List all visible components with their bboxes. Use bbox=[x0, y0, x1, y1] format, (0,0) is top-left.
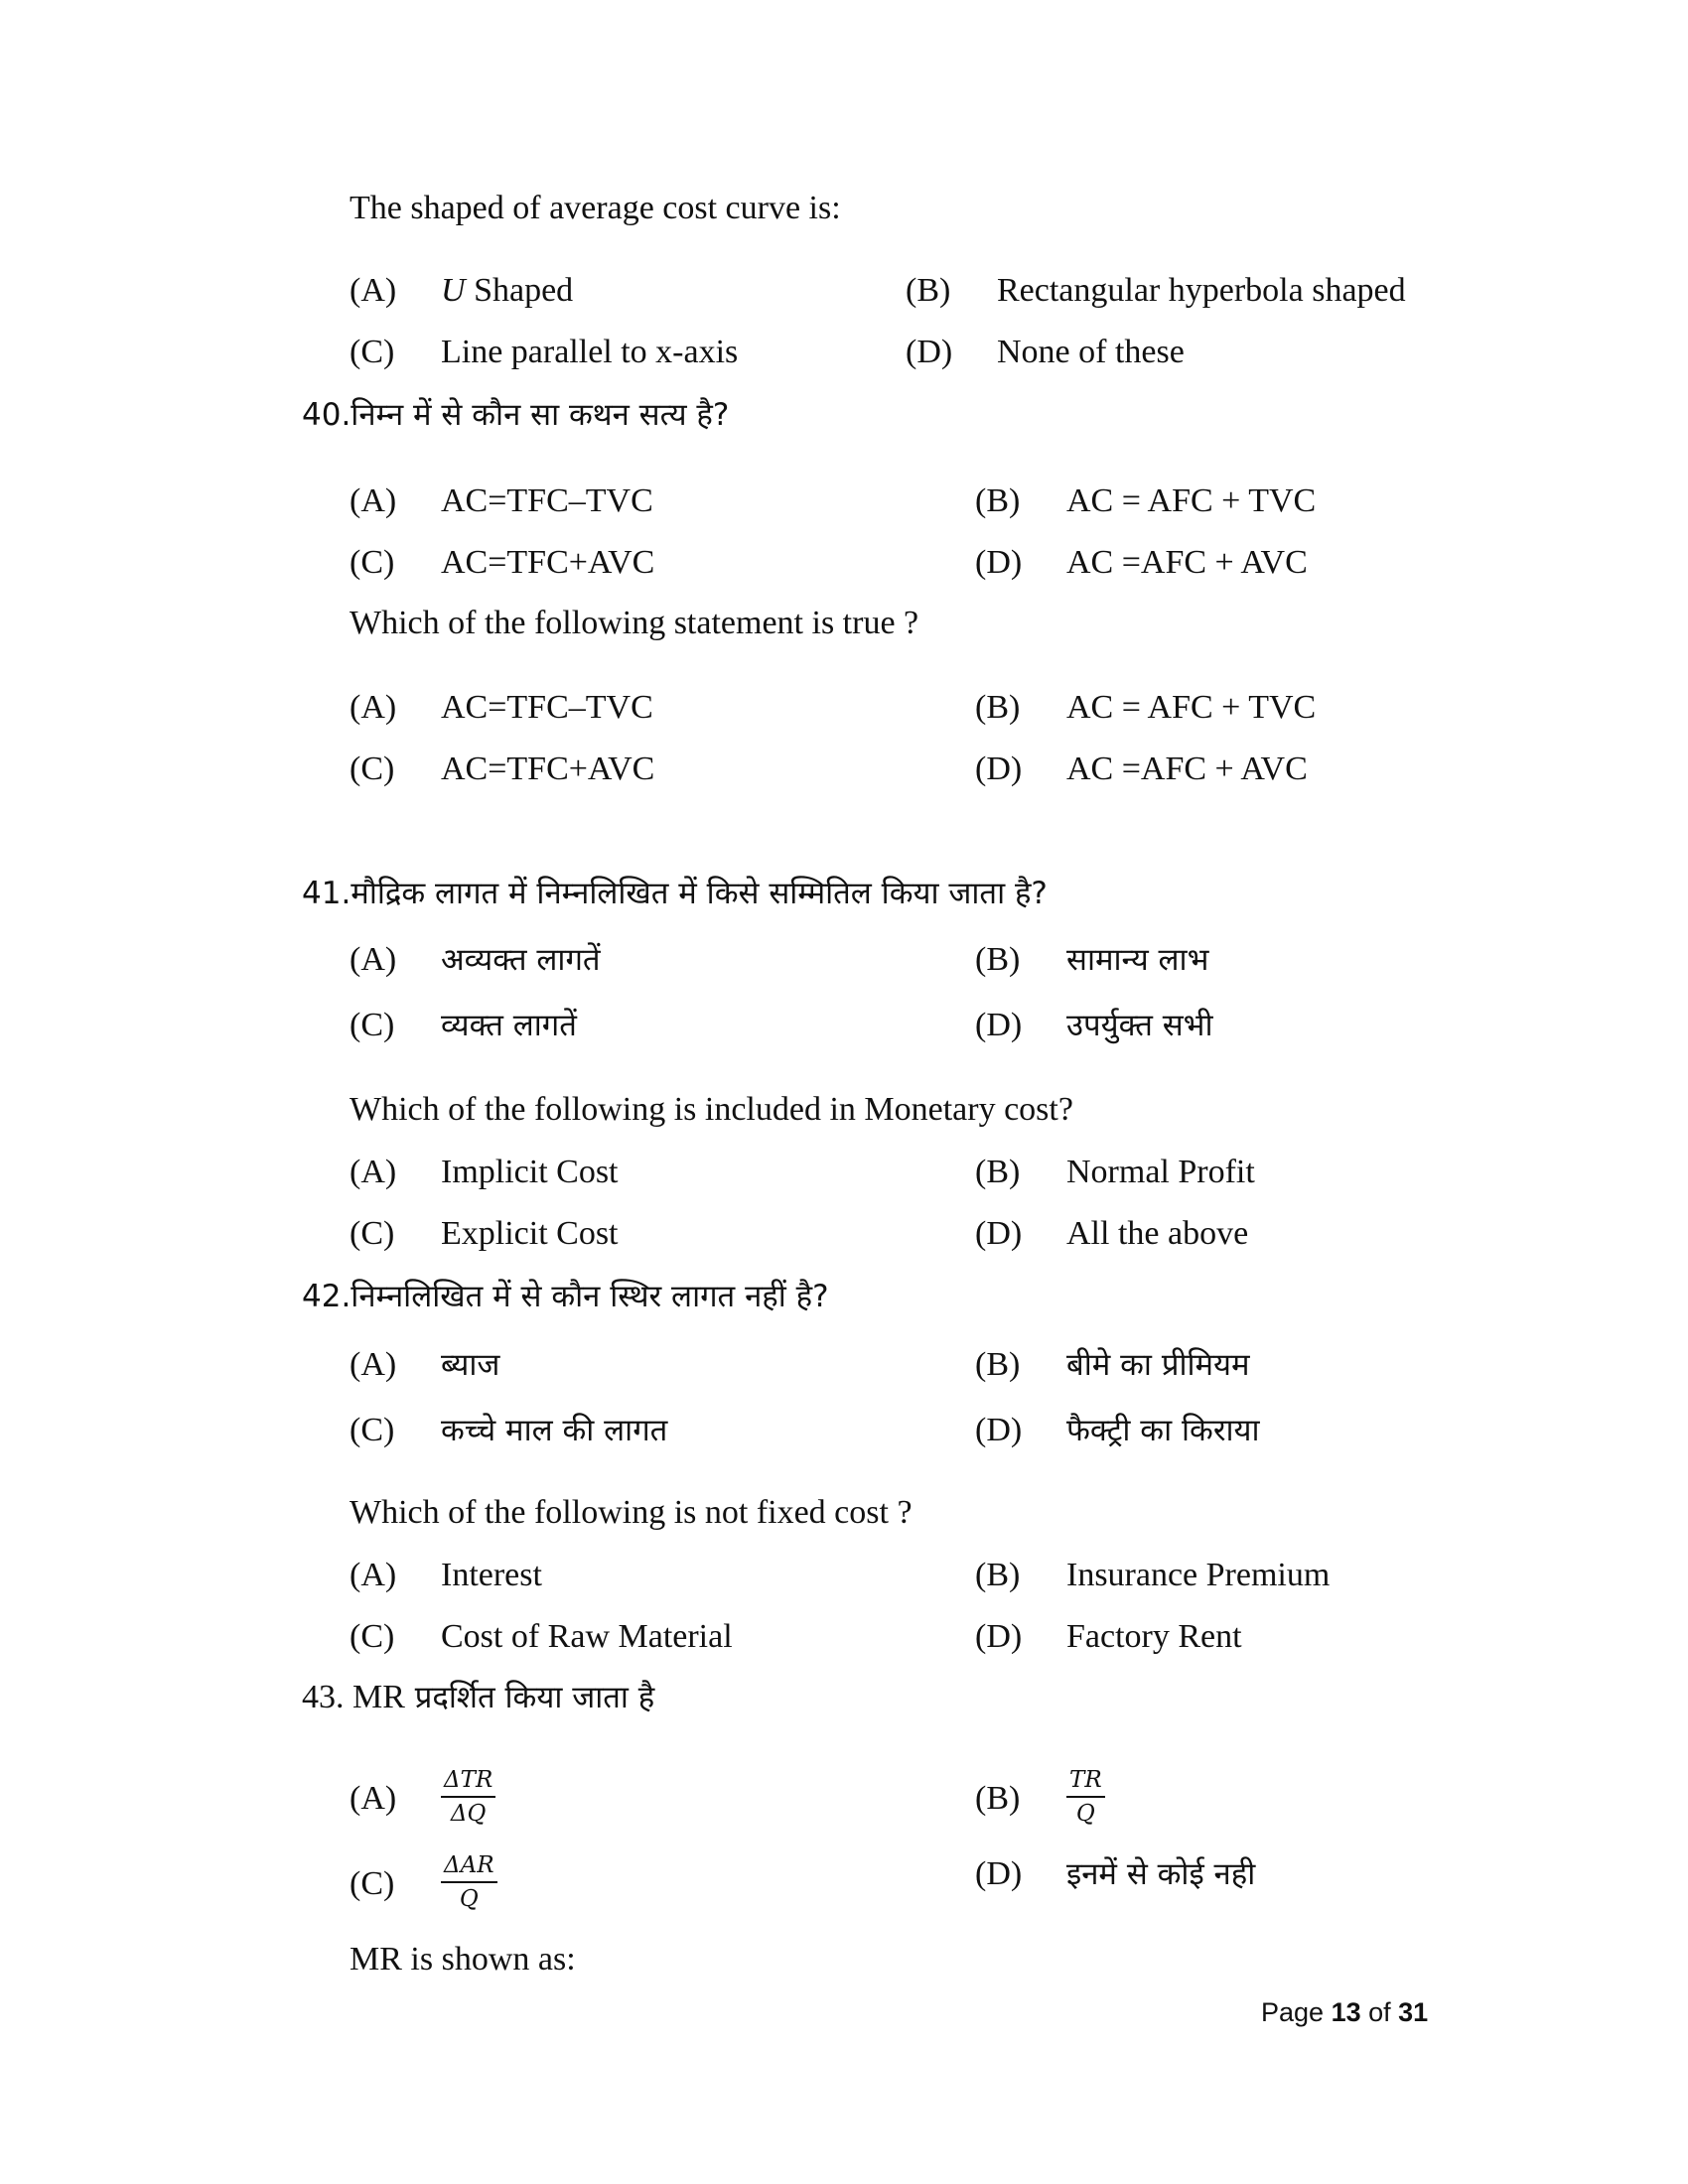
q41-question-en: Which of the following is included in Monetary cost? bbox=[350, 1091, 1073, 1128]
q41-en-options-row-1: (A) Implicit Cost (B) Normal Profit bbox=[350, 1154, 1255, 1190]
q43-fraction-b: $\frac{TR}{Q}$ bbox=[1066, 1767, 1105, 1827]
q40-en-options-row-2: (C) AC=TFC+AVC (D) AC =AFC + AVC bbox=[350, 751, 1308, 787]
q40-question-hi: 40.निम्न में से कौन सा कथन सत्य है? bbox=[302, 397, 730, 433]
q42-en-options-row-1: (A) Interest (B) Insurance Premium bbox=[350, 1557, 1331, 1593]
q39-options-row-1: (A) U Shaped (B) Rectangular hyperbola shaped bbox=[350, 272, 1406, 309]
q40-en-options-row-1: (A) AC=TFC–TVC (B) AC = AFC + TVC bbox=[350, 689, 1317, 726]
q43-fraction-a: $\frac{\text{ΔTR}}{\Delta Q}$ bbox=[441, 1767, 495, 1827]
q43-question-en: MR is shown as: bbox=[350, 1941, 576, 1978]
q43-options-row-1: (A) $\frac{\text{ΔTR}}{\Delta Q}$ (B) $\frac{TR}{Q}$ bbox=[350, 1763, 1640, 1835]
q42-en-options-row-2: (C) Cost of Raw Material (D) Factory Rent bbox=[350, 1618, 1242, 1655]
q40-hi-options-row-1: (A) AC=TFC–TVC (B) AC = AFC + TVC bbox=[350, 482, 1317, 519]
q42-hi-options-row-2: (C) कच्चे माल की लागत (D) फैक्ट्री का किराया bbox=[350, 1412, 1260, 1448]
q43-options-row-2: (C) $\frac{\text{ΔAR}}{Q}$ (D) इनमें से कोई नही bbox=[350, 1852, 1256, 1913]
q42-question-hi: 42.निम्नलिखित में से कौन स्थिर लागत नहीं है? bbox=[302, 1279, 829, 1314]
q41-question-hi: 41.मौद्रिक लागत में निम्नलिखित में किसे सम्मितिल किया जाता है? bbox=[302, 876, 1048, 911]
q43-fraction-c: $\frac{\text{ΔAR}}{Q}$ bbox=[441, 1852, 497, 1912]
q40-hi-options-row-2: (C) AC=TFC+AVC (D) AC =AFC + AVC bbox=[350, 544, 1308, 581]
q39-options-row-2: (C) Line parallel to x-axis (D) None of these bbox=[350, 334, 1185, 370]
page-number: Page 13 of 31 bbox=[1261, 1997, 1429, 2027]
q40-question-en: Which of the following statement is true ? bbox=[350, 605, 919, 641]
q39-question-en: The shaped of average cost curve is: bbox=[350, 190, 841, 226]
q41-en-options-row-2: (C) Explicit Cost (D) All the above bbox=[350, 1215, 1249, 1252]
q42-question-en: Which of the following is not fixed cost ? bbox=[350, 1494, 913, 1531]
q41-hi-options-row-1: (A) अव्यक्त लागतें (B) सामान्य लाभ bbox=[350, 941, 1209, 978]
q42-hi-options-row-1: (A) ब्याज (B) बीमे का प्रीमियम bbox=[350, 1346, 1250, 1383]
q41-hi-options-row-2: (C) व्यक्त लागतें (D) उपर्युक्त सभी bbox=[350, 1007, 1213, 1043]
q43-question-hi: 43. MR प्रदर्शित किया जाता है bbox=[302, 1679, 655, 1715]
